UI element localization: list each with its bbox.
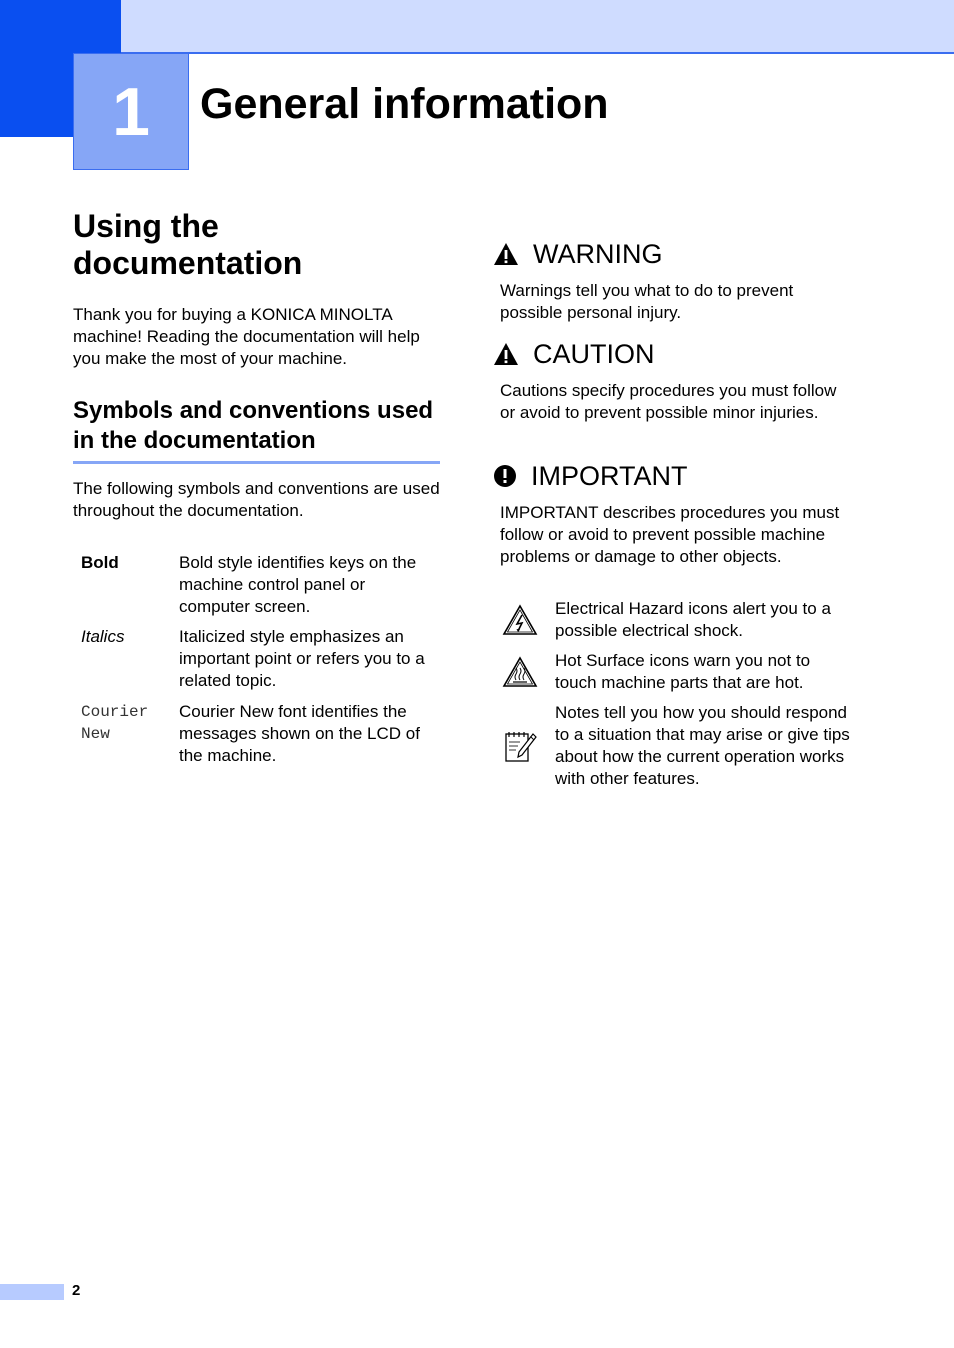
- page-number: 2: [72, 1282, 81, 1299]
- subsection-rule: [73, 461, 440, 464]
- hot-surface-text: Hot Surface icons warn you not to touch machine parts that are hot.: [555, 651, 811, 692]
- convention-row-courier: [81, 701, 441, 767]
- section-title: Using the documentation: [73, 208, 303, 281]
- convention-term: Bold: [81, 553, 119, 572]
- warning-title: WARNING: [533, 239, 663, 269]
- icon-item-note: [500, 702, 860, 790]
- caution-text: Cautions specify procedures you must follow or avoid to prevent possible minor injuries.: [500, 381, 837, 422]
- important-heading: [493, 460, 688, 492]
- icon-item-hot-surface: [500, 650, 860, 694]
- warning-icon: [493, 242, 519, 266]
- warning-text: Warnings tell you what to do to prevent possible personal injury.: [500, 281, 794, 322]
- convention-term: Italics: [81, 627, 125, 646]
- warning-heading: [493, 238, 663, 270]
- convention-row-bold: [81, 552, 441, 618]
- important-icon: [493, 464, 517, 488]
- important-title: IMPORTANT: [531, 461, 688, 491]
- electrical-hazard-icon: [502, 604, 538, 636]
- note-text: Notes tell you how you should respond to a situation that may arise or give tips about how the current operation works with other features.: [555, 703, 850, 788]
- important-text: IMPORTANT describes procedures you must follow or avoid to prevent possible machine problems or damage to other objects.: [500, 503, 840, 566]
- convention-desc: Courier New font identifies the messages shown on the LCD of the machine.: [179, 702, 420, 765]
- electrical-hazard-text: Electrical Hazard icons alert you to a possible electrical shock.: [555, 599, 831, 640]
- icon-item-electrical: [500, 598, 860, 642]
- header-band: [121, 0, 954, 52]
- subsection-title: Symbols and conventions used in the documentation: [73, 397, 434, 454]
- caution-heading: [493, 338, 655, 370]
- hot-surface-icon: [502, 656, 538, 688]
- convention-term: Courier New: [81, 703, 149, 743]
- subsection-intro: The following symbols and conventions are used throughout the documentation.: [73, 479, 440, 520]
- note-icon: [502, 728, 538, 764]
- section-intro: Thank you for buying a KONICA MINOLTA machine! Reading the documentation will help you make the most of your machine.: [73, 305, 420, 368]
- chapter-number: 1: [73, 53, 189, 170]
- page-tab: [0, 1284, 64, 1300]
- caution-title: CAUTION: [533, 339, 655, 369]
- convention-desc: Italicized style emphasizes an important point or refers you to a related topic.: [179, 627, 425, 690]
- chapter-title: General information: [200, 80, 609, 128]
- convention-desc: Bold style identifies keys on the machine control panel or computer screen.: [179, 553, 417, 616]
- header-rule: [121, 52, 954, 54]
- convention-row-italics: [81, 626, 441, 692]
- caution-icon: [493, 342, 519, 366]
